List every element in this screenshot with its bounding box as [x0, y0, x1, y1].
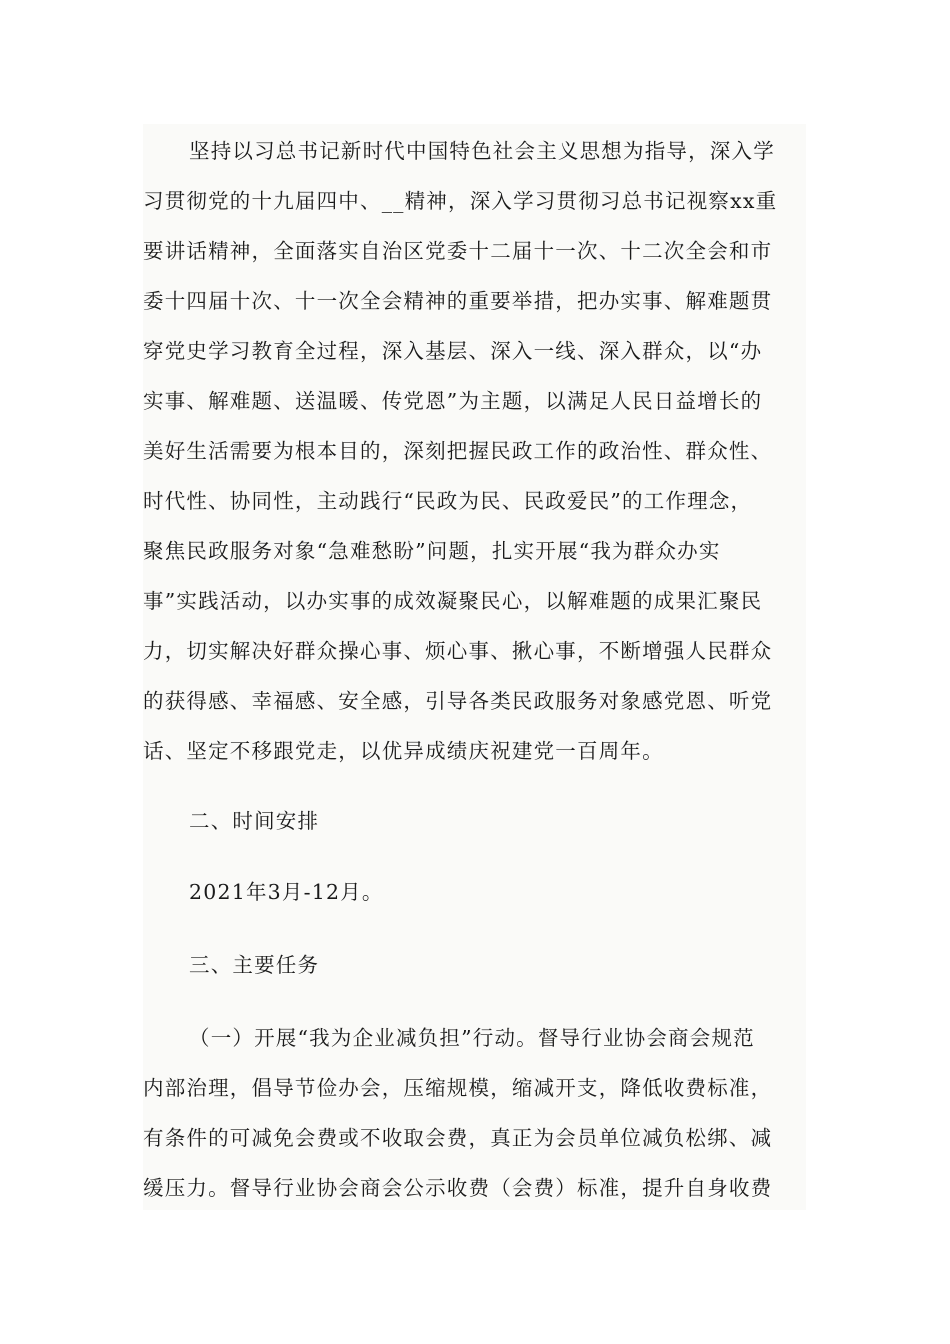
text-line: （一）开展“我为企业减负担”行动。督导行业协会商会规范: [189, 1026, 755, 1050]
time-range-text: 2021年3月-12月。: [189, 880, 384, 904]
paragraph-task-one: [143, 1013, 806, 1210]
text-line: 缓压力。督导行业协会商会公示收费（会费）标准，提升自身收费: [143, 1176, 773, 1200]
section-heading-time: 二、时间安排: [189, 809, 320, 833]
text-line: 时代性、协同性，主动践行“民政为民、民政爱民”的工作理念，: [143, 489, 753, 513]
paragraph-guiding-principle: [143, 126, 806, 776]
text-line: 聚焦民政服务对象“急难愁盼”问题，扎实开展“我为群众办实: [143, 539, 721, 563]
text-line: 内部治理，倡导节俭办会，压缩规模，缩减开支，降低收费标准，: [143, 1076, 773, 1100]
document-page: [143, 124, 806, 1210]
text-line: 习贯彻党的十九届四中、__精神，深入学习贯彻习总书记视察xx重: [143, 189, 778, 213]
text-line: 的获得感、幸福感、安全感，引导各类民政服务对象感党恩、听党: [143, 689, 773, 713]
section-heading-tasks: 三、主要任务: [189, 953, 320, 977]
text-line: 要讲话精神，全面落实自治区党委十二届十一次、十二次全会和市: [143, 239, 773, 263]
text-line: 穿党史学习教育全过程，深入基层、深入一线、深入群众，以“办: [143, 339, 763, 363]
text-line: 话、坚定不移跟党走，以优异成绩庆祝建党一百周年。: [143, 739, 664, 763]
text-line: 有条件的可减免会费或不收取会费，真正为会员单位减负松绑、减: [143, 1126, 773, 1150]
text-line: 实事、解难题、送温暖、传党恩”为主题，以满足人民日益增长的: [143, 389, 763, 413]
text-line: 事”实践活动，以办实事的成效凝聚民心，以解难题的成果汇聚民: [143, 589, 763, 613]
text-line: 委十四届十次、十一次全会精神的重要举措，把办实事、解难题贯: [143, 289, 773, 313]
text-line: 力，切实解决好群众操心事、烦心事、揪心事，不断增强人民群众: [143, 639, 773, 663]
text-line: 美好生活需要为根本目的，深刻把握民政工作的政治性、群众性、: [143, 439, 773, 463]
text-line: 坚持以习总书记新时代中国特色社会主义思想为指导，深入学: [189, 139, 775, 163]
